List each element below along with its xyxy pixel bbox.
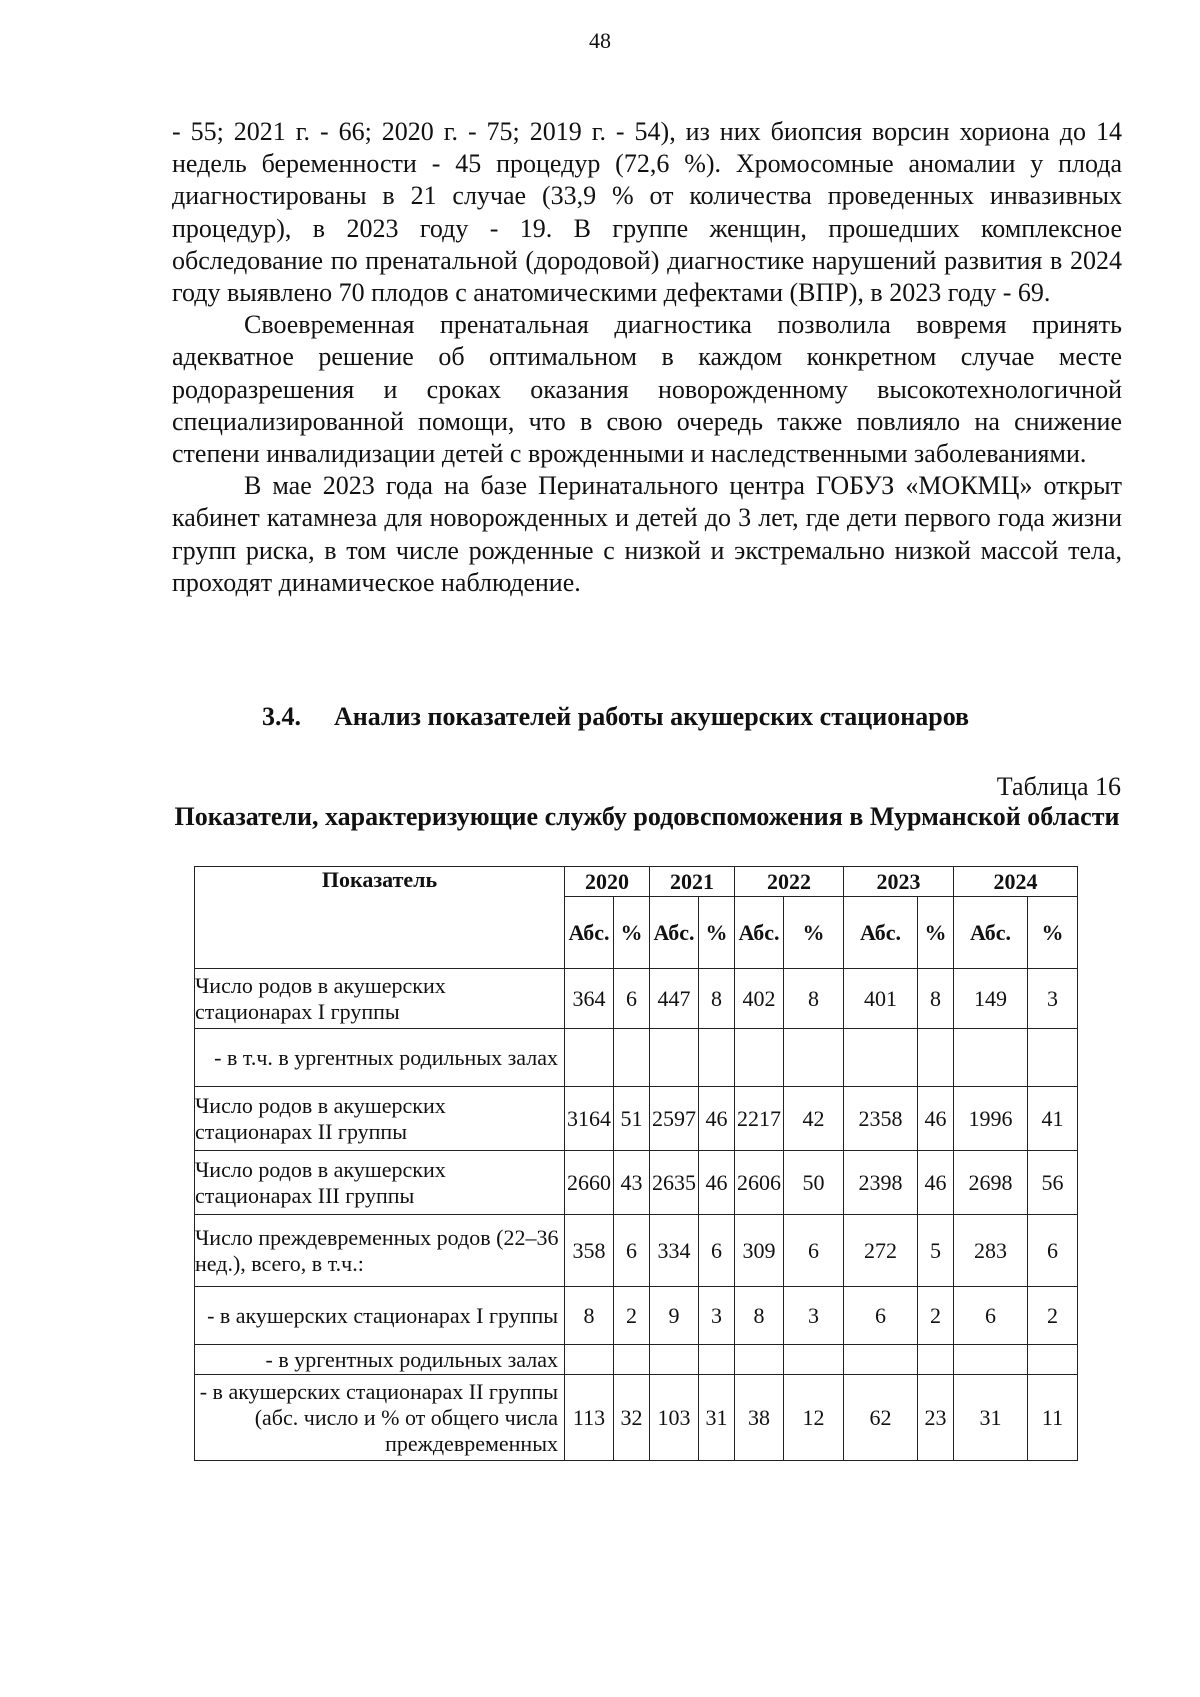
abs-value-cell: 62: [844, 1375, 918, 1461]
paragraph-1: - 55; 2021 г. - 66; 2020 г. - 75; 2019 г. - 54), из них биопсия ворсин хориона до 14 недель беременности - 45 процедур (72,6 %). Хромосомные аномалии у плода диагностированы в 21 случае (33,9 % от количества проведенных инвазивных процедур), в 2023 году - 19. В группе женщин, прошедших комплексное обследование по пренатальной (дородовой) диагностике нарушений развития в 2024 году выявлено 70 плодов с анатомическими дефектами (ВПР), в 2023 году - 69.: [172, 117, 1122, 308]
abs-header: Абс.: [844, 897, 918, 969]
table-label: Таблица 16: [996, 772, 1121, 801]
abs-value-cell: 8: [565, 1287, 614, 1345]
pct-value-cell: 2: [614, 1287, 650, 1345]
table-row: [195, 969, 1078, 1029]
abs-value-cell: [954, 1029, 1028, 1087]
pct-value-cell: 32: [614, 1375, 650, 1461]
pct-header: %: [784, 897, 844, 969]
pct-value-cell: 6: [614, 1215, 650, 1287]
pct-value-cell: [699, 1029, 735, 1087]
pct-value-cell: 46: [918, 1087, 954, 1151]
abs-value-cell: 334: [650, 1215, 699, 1287]
table-row: [195, 1345, 1078, 1375]
pct-value-cell: 8: [784, 969, 844, 1029]
pct-value-cell: 51: [614, 1087, 650, 1151]
pct-value-cell: [614, 1029, 650, 1087]
abs-value-cell: 2217: [735, 1087, 784, 1151]
pct-value-cell: 31: [699, 1375, 735, 1461]
pct-header: %: [1028, 897, 1078, 969]
row-label: Число родов в акушерских стационарах I группы: [195, 969, 565, 1029]
pct-value-cell: 42: [784, 1087, 844, 1151]
abs-value-cell: 2398: [844, 1151, 918, 1215]
indicators-table: [194, 866, 1078, 1461]
pct-value-cell: 8: [918, 969, 954, 1029]
section-heading: [262, 702, 969, 732]
abs-value-cell: [650, 1345, 699, 1375]
abs-value-cell: [844, 1345, 918, 1375]
pct-value-cell: 23: [918, 1375, 954, 1461]
pct-value-cell: 6: [614, 969, 650, 1029]
abs-value-cell: 2660: [565, 1151, 614, 1215]
abs-value-cell: [954, 1345, 1028, 1375]
abs-value-cell: 2597: [650, 1087, 699, 1151]
row-label: - в акушерских стационарах II группы (абс. число и % от общего числа преждевременных: [195, 1375, 565, 1461]
pct-value-cell: 8: [699, 969, 735, 1029]
pct-value-cell: 6: [1028, 1215, 1078, 1287]
pct-value-cell: 11: [1028, 1375, 1078, 1461]
pct-value-cell: 56: [1028, 1151, 1078, 1215]
pct-header: %: [614, 897, 650, 969]
table-row: [195, 1215, 1078, 1287]
pct-value-cell: [1028, 1029, 1078, 1087]
pct-value-cell: 46: [699, 1087, 735, 1151]
pct-value-cell: [784, 1029, 844, 1087]
abs-value-cell: 113: [565, 1375, 614, 1461]
pct-value-cell: [699, 1345, 735, 1375]
abs-header: Абс.: [650, 897, 699, 969]
abs-value-cell: 31: [954, 1375, 1028, 1461]
year-header: 2021: [650, 867, 735, 897]
table-row: [195, 1087, 1078, 1151]
pct-value-cell: [918, 1029, 954, 1087]
row-label: - в т.ч. в ургентных родильных залах: [195, 1029, 565, 1087]
pct-value-cell: 6: [699, 1215, 735, 1287]
abs-value-cell: 103: [650, 1375, 699, 1461]
abs-header: Абс.: [735, 897, 784, 969]
abs-value-cell: 447: [650, 969, 699, 1029]
pct-value-cell: 2: [918, 1287, 954, 1345]
paragraph-2: Своевременная пренатальная диагностика позволила вовремя принять адекватное решение об оптимальном в каждом конкретном случае месте родоразрешения и сроках оказания новорожденному высокотехнологичной специализированной помощи, что в свою очередь также повлияло на снижение степени инвалидизации детей с врожденными и наследственными заболеваниями.: [172, 310, 1122, 469]
abs-value-cell: 8: [735, 1287, 784, 1345]
abs-value-cell: [844, 1029, 918, 1087]
row-label: - в акушерских стационарах I группы: [195, 1287, 565, 1345]
abs-value-cell: 272: [844, 1215, 918, 1287]
pct-value-cell: 41: [1028, 1087, 1078, 1151]
abs-value-cell: 358: [565, 1215, 614, 1287]
year-header: 2024: [954, 867, 1078, 897]
table-row: [195, 1375, 1078, 1461]
abs-value-cell: 2635: [650, 1151, 699, 1215]
section-number: 3.4.: [262, 702, 301, 731]
abs-value-cell: [650, 1029, 699, 1087]
table-title: Показатели, характеризующие службу родовспоможения в Мурманской области: [174, 802, 1120, 831]
pct-value-cell: [784, 1345, 844, 1375]
abs-value-cell: [735, 1345, 784, 1375]
indicator-header: Показатель: [195, 867, 565, 969]
table-body: [195, 969, 1078, 1461]
section-title: Анализ показателей работы акушерских стационаров: [334, 702, 970, 731]
page-number: 48: [589, 28, 611, 53]
abs-value-cell: 6: [954, 1287, 1028, 1345]
pct-value-cell: 6: [784, 1215, 844, 1287]
year-header: 2020: [565, 867, 650, 897]
abs-value-cell: [565, 1345, 614, 1375]
pct-header: %: [699, 897, 735, 969]
abs-value-cell: 38: [735, 1375, 784, 1461]
table-row: [195, 1029, 1078, 1087]
abs-value-cell: 3164: [565, 1087, 614, 1151]
abs-value-cell: 6: [844, 1287, 918, 1345]
pct-value-cell: 43: [614, 1151, 650, 1215]
abs-value-cell: 1996: [954, 1087, 1028, 1151]
abs-value-cell: 9: [650, 1287, 699, 1345]
abs-value-cell: [735, 1029, 784, 1087]
paragraph-3: В мае 2023 года на базе Перинатального центра ГОБУЗ «МОКМЦ» открыт кабинет катамнеза для новорожденных и детей до 3 лет, где дети первого года жизни групп риска, в том числе рожденные с низкой и экстремально низкой массой тела, проходят динамическое наблюдение.: [172, 471, 1122, 597]
year-header: 2023: [844, 867, 954, 897]
year-header: 2022: [735, 867, 844, 897]
row-label: - в ургентных родильных залах: [195, 1345, 565, 1375]
abs-header: Абс.: [565, 897, 614, 969]
table-row: [195, 1287, 1078, 1345]
abs-value-cell: 283: [954, 1215, 1028, 1287]
pct-value-cell: 12: [784, 1375, 844, 1461]
abs-value-cell: 2606: [735, 1151, 784, 1215]
pct-value-cell: 3: [784, 1287, 844, 1345]
body-text: [172, 116, 1122, 599]
table-row: [195, 1151, 1078, 1215]
pct-value-cell: [614, 1345, 650, 1375]
pct-value-cell: 2: [1028, 1287, 1078, 1345]
abs-value-cell: 401: [844, 969, 918, 1029]
pct-value-cell: 46: [699, 1151, 735, 1215]
pct-value-cell: 50: [784, 1151, 844, 1215]
abs-value-cell: 309: [735, 1215, 784, 1287]
pct-header: %: [918, 897, 954, 969]
abs-header: Абс.: [954, 897, 1028, 969]
pct-value-cell: 3: [1028, 969, 1078, 1029]
row-label: Число родов в акушерских стационарах II группы: [195, 1087, 565, 1151]
pct-value-cell: 46: [918, 1151, 954, 1215]
abs-value-cell: 364: [565, 969, 614, 1029]
pct-value-cell: [918, 1345, 954, 1375]
row-label: Число преждевременных родов (22–36 нед.), всего, в т.ч.:: [195, 1215, 565, 1287]
abs-value-cell: 402: [735, 969, 784, 1029]
row-label: Число родов в акушерских стационарах III группы: [195, 1151, 565, 1215]
pct-value-cell: 3: [699, 1287, 735, 1345]
pct-value-cell: 5: [918, 1215, 954, 1287]
abs-value-cell: 2698: [954, 1151, 1028, 1215]
abs-value-cell: [565, 1029, 614, 1087]
abs-value-cell: 149: [954, 969, 1028, 1029]
pct-value-cell: [1028, 1345, 1078, 1375]
abs-value-cell: 2358: [844, 1087, 918, 1151]
